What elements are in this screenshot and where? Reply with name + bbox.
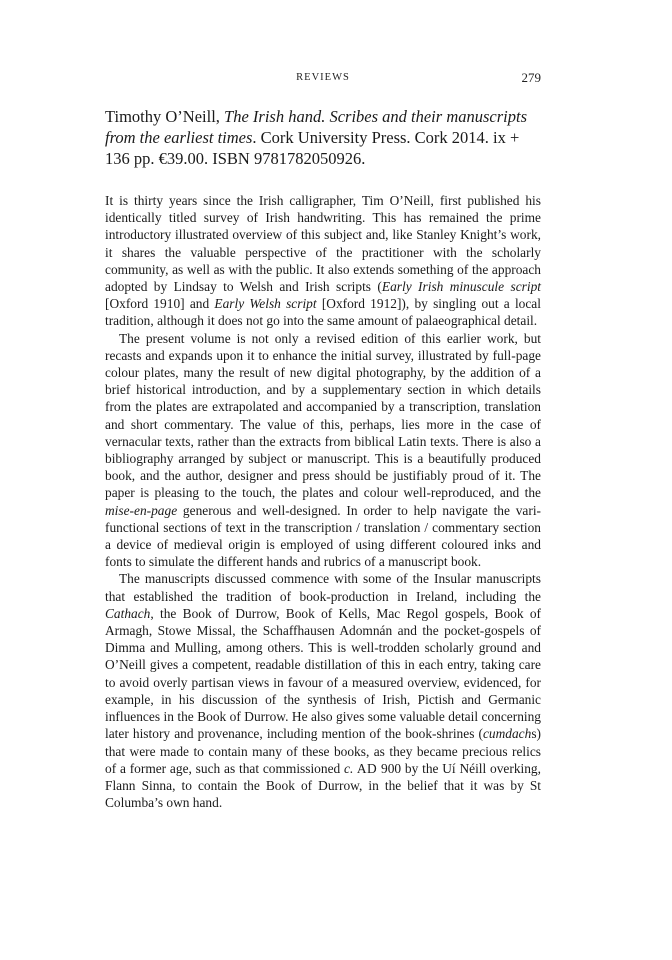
review-body <box>105 192 541 811</box>
paragraph-1 <box>105 192 541 330</box>
italic-title-early-irish-minuscule: Early Irish minuscule script <box>381 279 541 295</box>
review-citation <box>105 106 541 169</box>
running-head-title: REVIEWS <box>296 72 350 83</box>
paragraph-1-text-2: [Oxford 1910] and <box>105 296 215 312</box>
paragraph-3-text-4: 900 by the Uí Néill overking, Flann Sinna, to contain the Book of Durrow, in the belief that it was by St Columba’s own hand. <box>105 760 541 811</box>
italic-mise-en-page: mise-en-page <box>105 502 178 518</box>
paragraph-3-text-2: , the Book of Durrow, Book of Kells, Mac Regol gospels, Book of Armagh, Stowe Missal, the Schaffhausen Adomnán and the pocket-gospels of Dimma and Mulling, among others. This is well-trodden scholarly ground and O’Neill gives a competent, readable distillation of this in each entry, taking care to avoid overly partisan views in favour of a measured overview, evidenced, for example, in his discussion of the synthesis of Irish, Pictish and Germanic influences in the Book of Durrow. He also gives some valuable detail concerning later history and provenance, including mention of the book-shrines ( <box>105 605 541 742</box>
italic-cumdach: cumdach <box>482 726 532 742</box>
paragraph-3-text: The manuscripts discussed commence with some of the Insular manuscripts that established the tradition of book-production in Ireland, including the <box>105 571 541 604</box>
paragraph-1-text-3: [Oxford 1912]), by singling out a local tradition, although it does not go into the same amount of palaeographical detail. <box>105 296 541 329</box>
paragraph-1-text: It is thirty years since the Irish calligrapher, Tim O’Neill, first published his identically titled survey of Irish handwriting. This has remained the prime introductory illustrated overview of this subject and, like Stanley Knight’s work, it shares the valuable perspective of the practitioner with the scholarly community, as well as with the public. It also extends something of the approach adopted by Lindsay to Welsh and Irish scripts ( <box>105 193 541 295</box>
paragraph-2-text-2: generous and well-designed. In order to help navigate the vari-functional sections of text in the transcription / translation / commentary section a device of medieval origin is employed of using different coloured inks and fonts to simulate the different hands and rubrics of a manuscript book. <box>105 502 541 570</box>
page-number: 279 <box>521 70 541 85</box>
small-caps-ad: AD <box>353 760 378 776</box>
citation-book-title: The Irish hand. Scribes and their manuscripts from the earliest times <box>105 107 527 147</box>
page <box>105 62 541 811</box>
paragraph-2 <box>105 330 541 571</box>
italic-cathach: Cathach <box>105 605 151 621</box>
running-head <box>105 62 541 86</box>
italic-circa: c. <box>344 760 354 776</box>
paragraph-3 <box>105 570 541 811</box>
citation-author: Timothy O’Neill, <box>105 107 225 126</box>
paragraph-3-text-3: s) that were made to contain many of these books, as they became precious relics of a former age, such as that commissioned <box>105 726 541 776</box>
paragraph-2-text: The present volume is not only a revised edition of this earlier work, but recasts and expands upon it to enhance the initial survey, illustrated by full-page colour plates, many the result of new digital photography, by the addition of a brief historical introduction, and by a supplementary section in which details from the plates are extrapolated and accompanied by a transcription, translation and short commentary. The value of this, perhaps, lies more in the case of vernacular texts, rather than the extracts from biblical Latin texts. There is also a bibliography arranged by subject or manuscript. This is a beautifully produced book, and the author, designer and press should be justifiably proud of it. The paper is pleasing to the touch, the plates and colour well-reproduced, and the <box>105 330 541 501</box>
citation-publisher-info: . Cork University Press. Cork 2014. ix + 136 pp. €39.00. ISBN 9781782050926. <box>105 128 520 168</box>
italic-title-early-welsh-script: Early Welsh script <box>214 296 317 312</box>
